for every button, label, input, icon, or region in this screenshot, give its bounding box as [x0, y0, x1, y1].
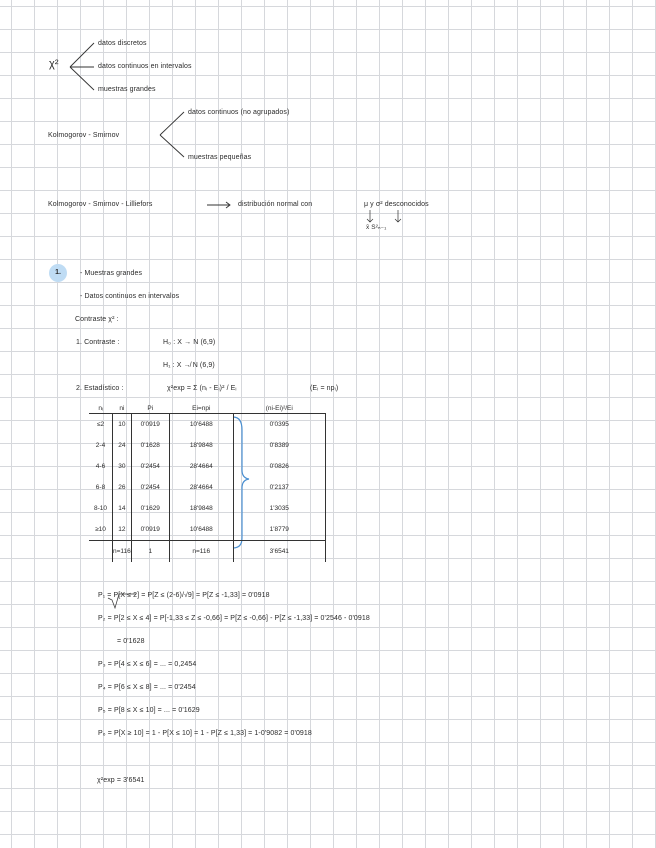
- table-cell: 28'4664: [169, 477, 233, 498]
- table-cell: 1: [131, 541, 169, 563]
- table-row: [89, 435, 325, 456]
- table-cell: 0'2137: [233, 477, 325, 498]
- table-cell: 0'2454: [131, 477, 169, 498]
- result-statistic: χ²exp = 3'6541: [97, 777, 145, 784]
- table-cell: 0'1629: [131, 498, 169, 519]
- table-cell: [89, 541, 113, 563]
- mu-sigma-text: μ y σ² desconocidos: [364, 201, 429, 208]
- table-cell: 8-10: [93, 505, 107, 512]
- frequency-table: [89, 404, 326, 562]
- table-cell: 0'0395: [233, 414, 325, 436]
- table-cell: 1'8779: [233, 519, 325, 541]
- table-cell: 12: [113, 519, 132, 541]
- exercise-contraste-title: Contraste χ² :: [75, 316, 119, 323]
- probability-line: P₄ = P[6 ≤ X ≤ 8] = ... = 0'2454: [98, 684, 196, 691]
- exercise-line-continuous: - Datos continuos en intervalos: [80, 293, 180, 300]
- table-cell: ≥10: [89, 519, 113, 541]
- table-header: nᵢ: [98, 405, 104, 412]
- step2-label: 2. Estadístico :: [76, 385, 124, 392]
- table-cell: 10: [113, 414, 132, 436]
- exercise-number: 1.: [49, 264, 67, 282]
- table-cell: 6-8: [95, 484, 106, 491]
- table-header: Pi: [147, 405, 154, 412]
- table-cell: 0'2454: [131, 456, 169, 477]
- table-cell: 4-6: [95, 463, 106, 470]
- table-header: Ei=npi: [192, 405, 211, 412]
- normal-dist-text: distribución normal con: [238, 201, 313, 208]
- branch-discrete: datos discretos: [98, 40, 147, 47]
- table-row: [89, 456, 325, 477]
- statistic-formula: χ²exp = Σ (nᵢ - Eᵢ)² / Eᵢ: [167, 385, 237, 392]
- table-cell: 1'3035: [233, 498, 325, 519]
- table-cell: 0'0919: [131, 519, 169, 541]
- table-cell: 24: [113, 435, 132, 456]
- table-cell: 30: [113, 456, 132, 477]
- table-cell: 26: [113, 477, 132, 498]
- table-row: [89, 498, 325, 519]
- branch-continuous: datos continuos en intervalos: [98, 63, 192, 70]
- lilliefors-label: Kolmogorov - Smirnov - Lilliefors: [48, 201, 153, 208]
- table-cell: 3'6541: [233, 541, 325, 563]
- table-cell: 0'1628: [131, 435, 169, 456]
- table-cell: 18'9848: [169, 498, 233, 519]
- table-row: [89, 519, 325, 541]
- probability-line: P₁ = P[X ≤ 2] = P[Z ≤ (2-6)/√9] = P[Z ≤ -1,33] = 0'0918: [98, 592, 270, 599]
- table-cell: ≤2: [89, 414, 113, 436]
- table-cell: 10'6488: [169, 519, 233, 541]
- ks-branch-continuous: datos continuos (no agrupados): [188, 109, 290, 116]
- probability-line: P₂ = P[2 ≤ X ≤ 4] = P[-1,33 ≤ Z ≤ -0,66] = P[Z ≤ -0,66] - P[Z ≤ -1,33] = 0'2546 - 0'0918: [98, 615, 370, 622]
- table-cell: 14: [113, 498, 132, 519]
- table-cell: 2-4: [95, 442, 106, 449]
- table-cell: 0'8389: [233, 435, 325, 456]
- table-header: (ni-Ei)²/Ei: [265, 405, 293, 412]
- table-cell: n=116: [113, 541, 132, 563]
- exercise-line-large-samples: - Muestras grandes: [80, 270, 143, 277]
- hypothesis-h1: H₁ : X ↛ N (6,9): [163, 362, 215, 369]
- probability-line: P₃ = P[4 ≤ X ≤ 6] = ... = 0,2454: [98, 661, 197, 668]
- table-cell: 18'9848: [169, 435, 233, 456]
- probability-line: = 0'1628: [117, 638, 145, 645]
- table-row: [89, 477, 325, 498]
- ks-label: Kolmogorov - Smirnov: [48, 132, 120, 139]
- table-cell: 0'0826: [233, 456, 325, 477]
- table-cell: 0'0919: [131, 414, 169, 436]
- probability-line: P₆ = P[X ≥ 10] = 1 - P[X ≤ 10] = 1 - P[Z ≤ 1,33] = 1-0'9082 = 0'0918: [98, 730, 312, 737]
- ks-branch-small: muestras pequeñas: [188, 154, 252, 161]
- estimators-text: x̄ S²ₙ₋₁: [366, 224, 387, 231]
- hypothesis-h0: H₀ : X → N (6,9): [163, 339, 216, 346]
- step1-label: 1. Contraste :: [76, 339, 120, 346]
- chi-square-symbol: χ²: [49, 58, 59, 70]
- formula-note: (Eᵢ = npᵢ): [310, 385, 339, 392]
- table-cell: n=116: [169, 541, 233, 563]
- probability-line: P₅ = P[8 ≤ X ≤ 10] = ... = 0'1629: [98, 707, 200, 714]
- table-cell: 10'6488: [169, 414, 233, 436]
- table-totals-row: [89, 541, 325, 563]
- table-header: ni: [119, 405, 125, 412]
- table-cell: 28'4664: [169, 456, 233, 477]
- table-header-row: [89, 404, 325, 414]
- branch-large-samples: muestras grandes: [98, 86, 156, 93]
- table-row: [89, 414, 325, 436]
